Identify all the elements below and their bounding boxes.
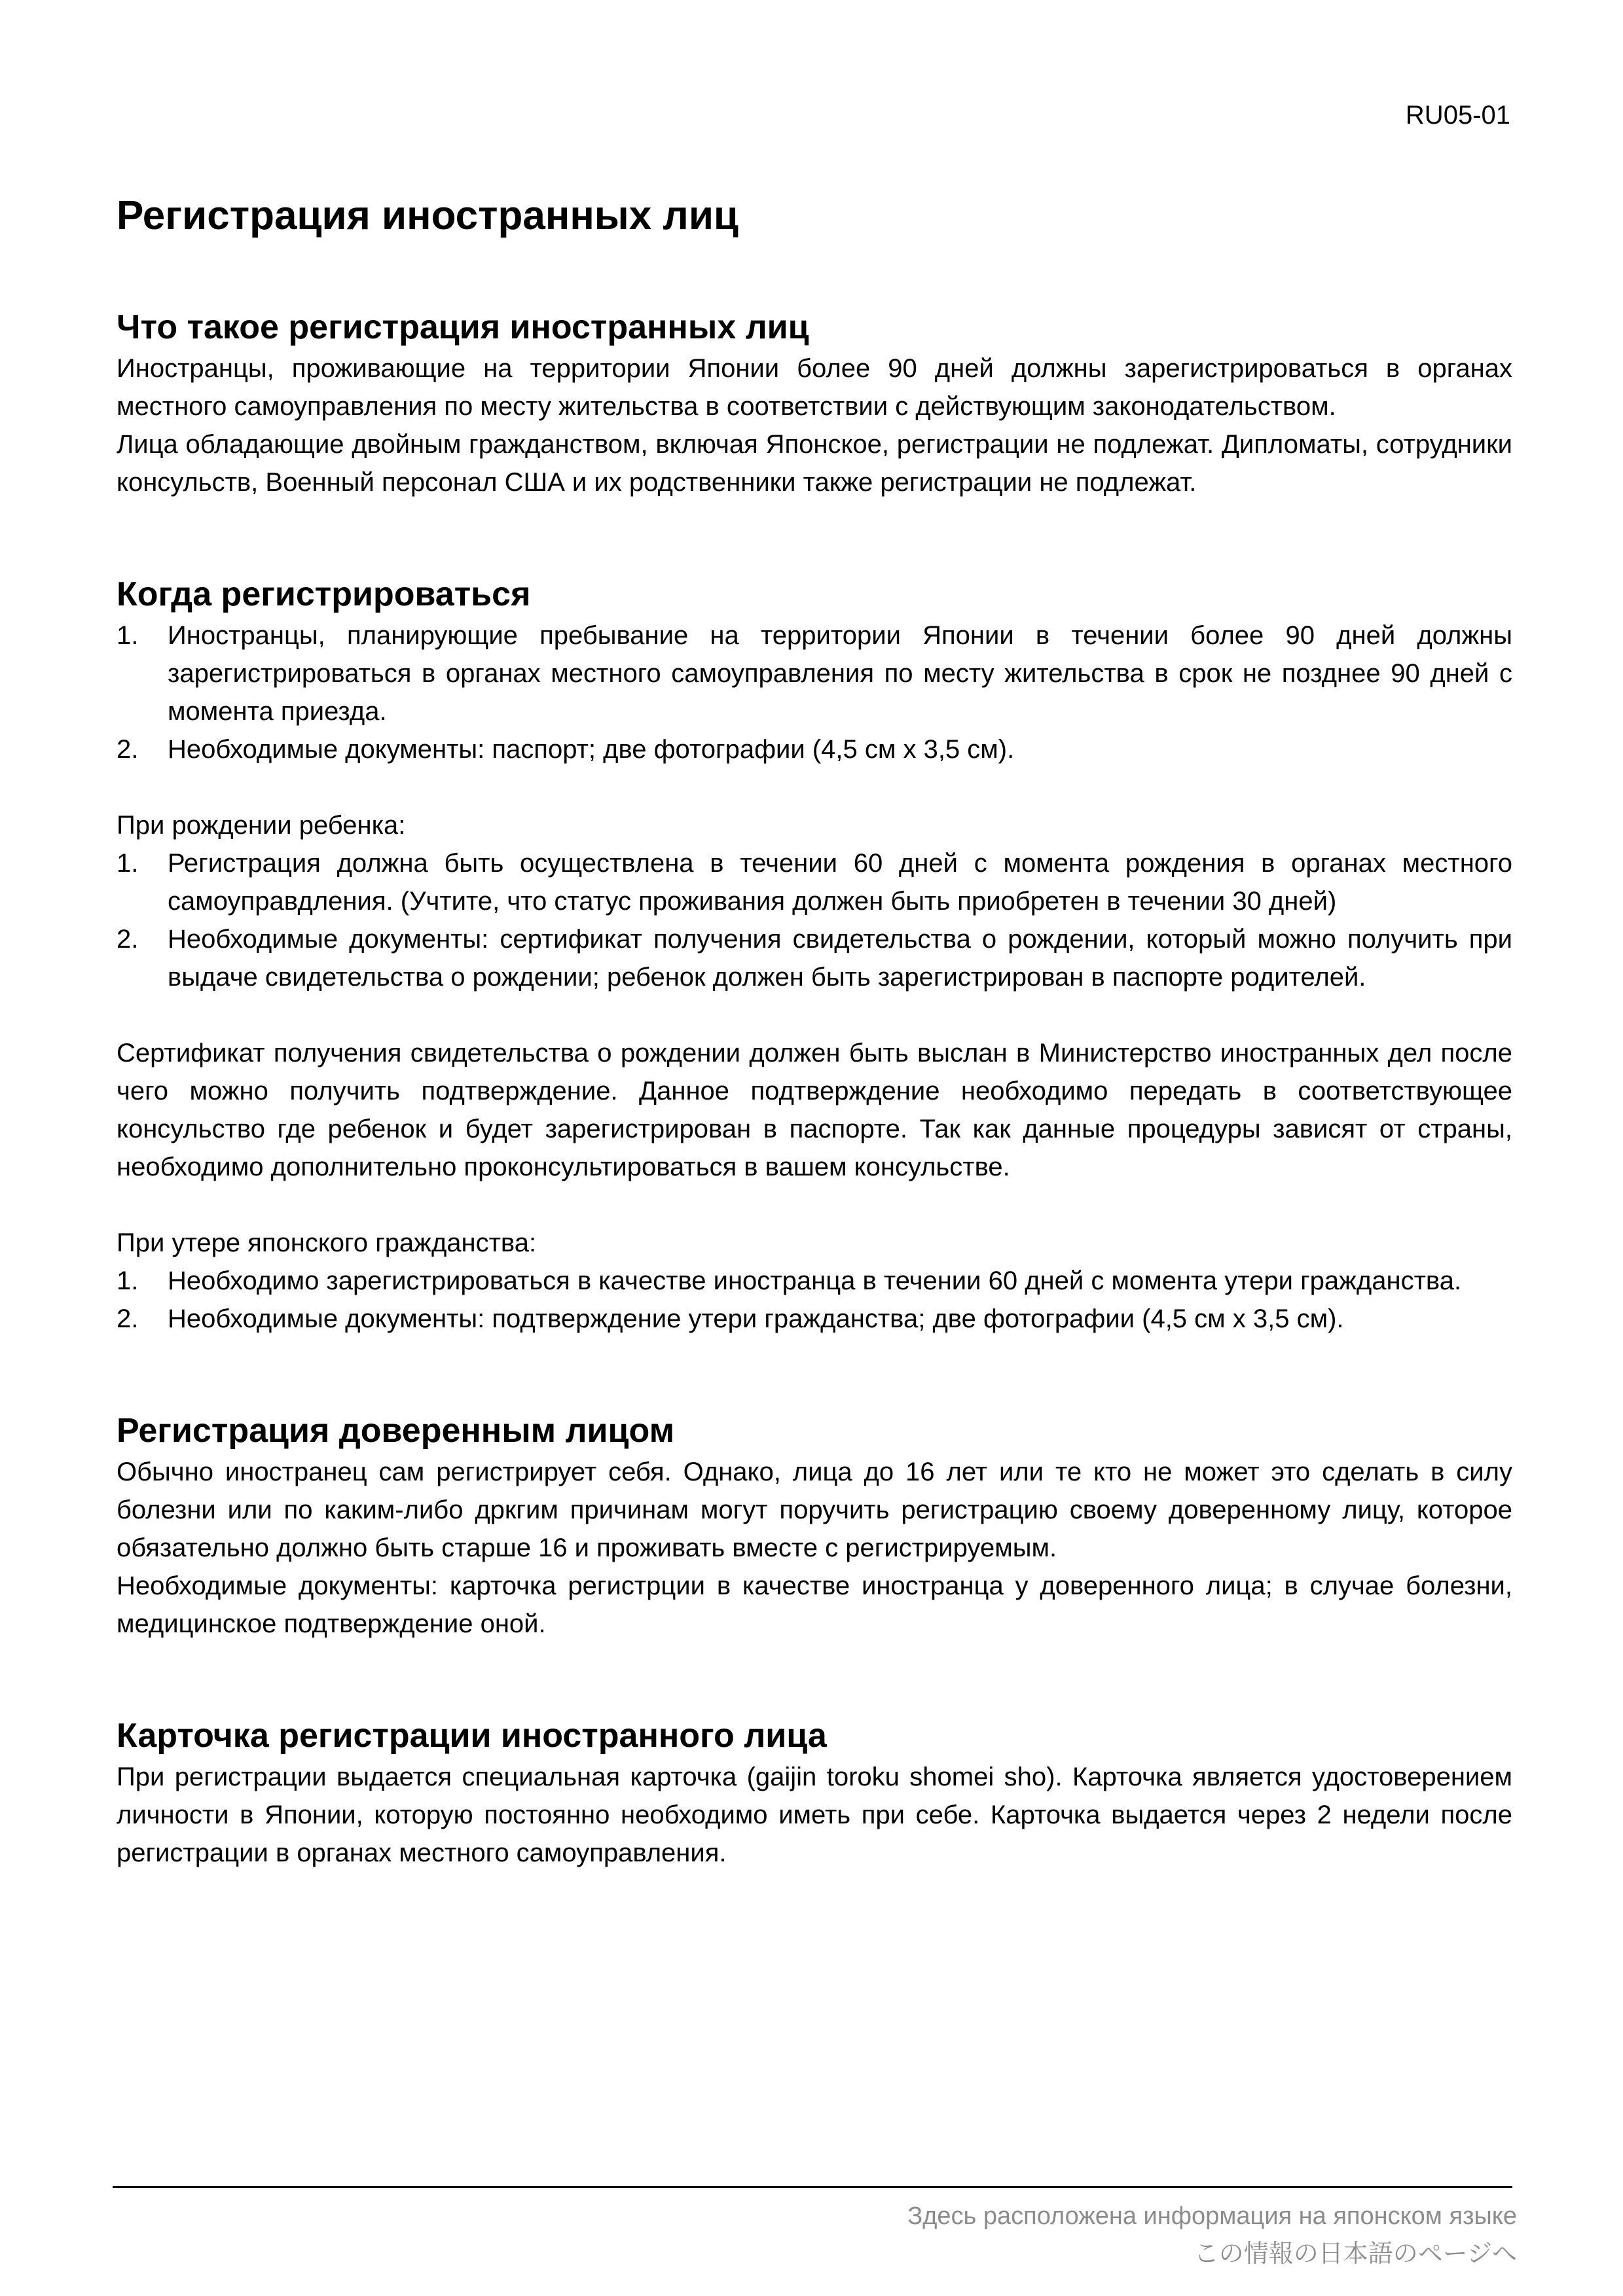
section-when (117, 572, 1512, 1338)
footer-divider (113, 2186, 1512, 2188)
section-heading-what-is: Что такое регистрация иностранных лиц (117, 308, 809, 346)
section-card (117, 1713, 1512, 1872)
birth-label: При рождении ребенка: (117, 811, 406, 840)
numbered-list (117, 1262, 1512, 1338)
paragraph: Иностранцы, проживающие на территории Японии более 90 дней должны зарегистрироваться в органах местного самоуправления по месту жительства в соответствии с действующим законодательством. (117, 354, 1512, 421)
list-item (117, 1300, 1512, 1338)
list-number: 2. (117, 925, 139, 954)
japanese-info-link-ru[interactable]: Здесь расположена информация на японском языке (907, 2202, 1517, 2230)
paragraph: При регистрации выдается специальная карточка (gaijin toroku shomei sho). Карточка является удостоверением личности в Японии, которую постоянно необходимо иметь при себе. Карточка выдается через 2 недели после регистрации в органах местного самоуправления. (117, 1763, 1512, 1867)
section-heading-when: Когда регистрироваться (117, 575, 531, 613)
list-number: 1. (117, 849, 139, 878)
japanese-info-link-jp[interactable]: この情報の日本語のページへ (1194, 2239, 1517, 2268)
list-item-text: Необходимые документы: паспорт; две фотографии (4,5 см х 3,5 см). (168, 735, 1015, 764)
document-code: RU05-01 (1405, 101, 1510, 130)
list-number: 2. (117, 735, 139, 764)
document-content (117, 190, 1512, 1943)
list-number: 1. (117, 1266, 139, 1295)
section-heading-proxy: Регистрация доверенным лицом (117, 1412, 675, 1450)
section-what-is (117, 305, 1512, 501)
list-number: 1. (117, 621, 139, 650)
certificate-paragraph: Сертификат получения свидетельства о рождении должен быть выслан в Министерство иностранных дел после чего можно получить подтверждение. Данное подтверждение необходимо передать в соответствующее консульство где ребенок и будет зарегистрирован в паспорте. Так как данные процедуры зависят от страны, необходимо дополнительно проконсультироваться в вашем консульстве. (117, 1039, 1512, 1181)
list-item-text: Необходимо зарегистрироваться в качестве иностранца в течении 60 дней с момента утери гражданства. (168, 1266, 1462, 1295)
page-title: Регистрация иностранных лиц (117, 193, 739, 238)
list-item-text: Необходимые документы: сертификат получения свидетельства о рождении, который можно получить при выдаче свидетельства о рождении; ребенок должен быть зарегистрирован в паспорте родителей. (168, 925, 1512, 992)
section-proxy (117, 1408, 1512, 1643)
list-item (117, 844, 1512, 920)
list-number: 2. (117, 1304, 139, 1333)
list-item-text: Необходимые документы: подтверждение утери гражданства; две фотографии (4,5 см х 3,5 см). (168, 1304, 1344, 1333)
footer (907, 2198, 1517, 2272)
list-item (117, 1262, 1512, 1300)
paragraph: Необходимые документы: карточка регистрции в качестве иностранца у доверенного лица; в случае болезни, медицинское подтверждение оной. (117, 1571, 1512, 1638)
list-item (117, 617, 1512, 730)
section-heading-card: Карточка регистрации иностранного лица (117, 1717, 827, 1755)
list-item-text: Иностранцы, планирующие пребывание на территории Японии в течении более 90 дней должны зарегистрироваться в органах местного самоуправления по месту жительства в срок не позднее 90 дней с момента приезда. (168, 621, 1512, 726)
loss-label: При утере японского гражданства: (117, 1229, 537, 1257)
paragraph: Обычно иностранец сам регистрирует себя. Однако, лица до 16 лет или те кто не может это сделать в силу болезни или по каким-либо дркгим причинам могут поручить регистрацию своему доверенному лицу, которое обязательно должно быть старше 16 и проживать вместе с регистрируемым. (117, 1458, 1512, 1562)
numbered-list (117, 617, 1512, 768)
list-item (117, 920, 1512, 996)
list-item (117, 730, 1512, 768)
paragraph: Лица обладающие двойным гражданством, включая Японское, регистрации не подлежат. Дипломаты, сотрудники консульств, Военный персонал США и их родственники также регистрации не подлежат. (117, 430, 1512, 497)
list-item-text: Регистрация должна быть осуществлена в течении 60 дней с момента рождения в органах местного самоуправдления. (Учтите, что статус проживания должен быть приобретен в течении 30 дней) (168, 849, 1512, 916)
numbered-list (117, 844, 1512, 996)
